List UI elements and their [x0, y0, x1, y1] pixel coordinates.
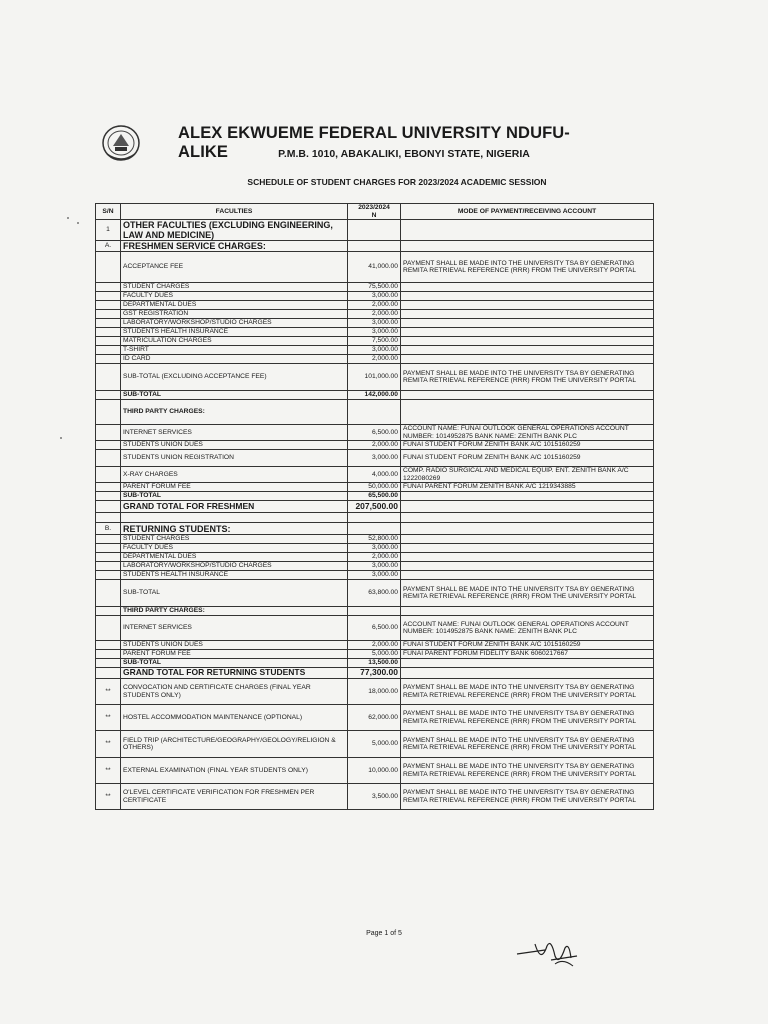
table-row	[96, 758, 654, 784]
item-label-cell: ACCEPTANCE FEE	[121, 252, 348, 283]
sn-cell	[96, 328, 121, 337]
table-row	[96, 501, 654, 513]
table-row	[96, 346, 654, 355]
payment-mode-cell	[401, 535, 654, 544]
payment-mode-cell	[401, 346, 654, 355]
item-label-cell: EXTERNAL EXAMINATION (FINAL YEAR STUDENTS ONLY)	[121, 758, 348, 784]
item-label-cell: GST REGISTRATION	[121, 310, 348, 319]
payment-mode-cell	[401, 355, 654, 364]
table-row	[96, 252, 654, 283]
amount-cell	[348, 607, 401, 616]
sn-cell	[96, 501, 121, 513]
amount-cell: 5,000.00	[348, 650, 401, 659]
payment-mode-cell: ACCOUNT NAME: FUNAI OUTLOOK GENERAL OPERATIONS ACCOUNT NUMBER: 1014952875 BANK NAME: ZENITH BANK PLC	[401, 616, 654, 641]
payment-mode-cell: PAYMENT SHALL BE MADE INTO THE UNIVERSITY TSA BY GENERATING REMITA RETRIEVAL REFERENCE (RRR) FROM THE UNIVERSITY PORTAL	[401, 364, 654, 391]
amount-cell: 3,000.00	[348, 562, 401, 571]
amount-cell: 3,000.00	[348, 319, 401, 328]
table-row	[96, 659, 654, 668]
table-row	[96, 641, 654, 650]
item-label-cell: STUDENT CHARGES	[121, 283, 348, 292]
payment-mode-cell: FUNAI STUDENT FORUM ZENITH BANK A/C 1015160259	[401, 450, 654, 467]
item-label-cell: STUDENT CHARGES	[121, 535, 348, 544]
item-label-cell: SUB-TOTAL	[121, 492, 348, 501]
payment-mode-cell	[401, 501, 654, 513]
item-label-cell: SUB-TOTAL	[121, 391, 348, 400]
amount-cell: 5,000.00	[348, 731, 401, 758]
table-row	[96, 310, 654, 319]
table-row	[96, 650, 654, 659]
payment-mode-cell	[401, 607, 654, 616]
payment-mode-cell: PAYMENT SHALL BE MADE INTO THE UNIVERSITY TSA BY GENERATING REMITA RETRIEVAL REFERENCE (RRR) FROM THE UNIVERSITY PORTAL	[401, 731, 654, 758]
amount-cell: 65,500.00	[348, 492, 401, 501]
item-label-cell: STUDENTS UNION DUES	[121, 441, 348, 450]
sn-cell	[96, 310, 121, 319]
amount-cell: 142,000.00	[348, 391, 401, 400]
amount-cell: 7,500.00	[348, 337, 401, 346]
amount-cell: 3,000.00	[348, 346, 401, 355]
sn-header: S/N	[96, 204, 121, 220]
item-label-cell: FACULTY DUES	[121, 292, 348, 301]
table-body	[96, 220, 654, 810]
amount-cell: 3,000.00	[348, 450, 401, 467]
gap-cell	[96, 513, 121, 523]
payment-mode-cell: FUNAI PARENT FORUM ZENITH BANK A/C 1219343885	[401, 483, 654, 492]
scan-speck	[77, 222, 79, 224]
item-label-cell: ID CARD	[121, 355, 348, 364]
sn-cell	[96, 391, 121, 400]
table-row	[96, 301, 654, 310]
signature-mark	[515, 936, 595, 970]
item-label-cell: STUDENTS UNION REGISTRATION	[121, 450, 348, 467]
table-row	[96, 544, 654, 553]
sn-cell	[96, 400, 121, 425]
table-row	[96, 535, 654, 544]
amount-cell: 6,500.00	[348, 616, 401, 641]
sn-cell	[96, 650, 121, 659]
payment-mode-cell: ACCOUNT NAME: FUNAI OUTLOOK GENERAL OPERATIONS ACCOUNT NUMBER: 1014952875 BANK NAME: ZENITH BANK PLC	[401, 425, 654, 441]
item-label-cell: X-RAY CHARGES	[121, 467, 348, 483]
amount-cell: 63,800.00	[348, 580, 401, 607]
item-label-cell: PARENT FORUM FEE	[121, 650, 348, 659]
payment-mode-cell	[401, 337, 654, 346]
payment-mode-cell: PAYMENT SHALL BE MADE INTO THE UNIVERSITY TSA BY GENERATING REMITA RETRIEVAL REFERENCE (RRR) FROM THE UNIVERSITY PORTAL	[401, 679, 654, 705]
table-row	[96, 364, 654, 391]
amount-cell: 3,500.00	[348, 784, 401, 810]
payment-mode-cell	[401, 391, 654, 400]
amount-cell: 3,000.00	[348, 544, 401, 553]
amount-cell: 2,000.00	[348, 301, 401, 310]
sn-cell: A.	[96, 241, 121, 252]
item-label-cell: RETURNING STUDENTS:	[121, 523, 348, 535]
item-label-cell: GRAND TOTAL FOR FRESHMEN	[121, 501, 348, 513]
table-row	[96, 616, 654, 641]
amount-cell: 2,000.00	[348, 641, 401, 650]
item-label-cell: THIRD PARTY CHARGES:	[121, 607, 348, 616]
item-label-cell: DEPARTMENTAL DUES	[121, 301, 348, 310]
sn-cell	[96, 252, 121, 283]
amount-cell: 3,000.00	[348, 328, 401, 337]
amount-cell: 2,000.00	[348, 355, 401, 364]
payment-mode-cell: COMP. RADIO SURGICAL AND MEDICAL EQUIP. ENT. ZENITH BANK A/C 1222080269	[401, 467, 654, 483]
gap-cell	[401, 513, 654, 523]
sn-cell	[96, 450, 121, 467]
table-row	[96, 450, 654, 467]
table-row	[96, 483, 654, 492]
table-row	[96, 705, 654, 731]
payment-mode-cell	[401, 283, 654, 292]
table-row	[96, 731, 654, 758]
payment-mode-cell	[401, 492, 654, 501]
item-label-cell: LABORATORY/WORKSHOP/STUDIO CHARGES	[121, 562, 348, 571]
payment-mode-cell	[401, 310, 654, 319]
schedule-title: SCHEDULE OF STUDENT CHARGES FOR 2023/2024 ACADEMIC SESSION	[247, 177, 547, 187]
table-row	[96, 553, 654, 562]
table-row	[96, 283, 654, 292]
sn-cell	[96, 544, 121, 553]
sn-cell	[96, 346, 121, 355]
session-header	[348, 204, 401, 220]
payment-mode-cell: PAYMENT SHALL BE MADE INTO THE UNIVERSITY TSA BY GENERATING REMITA RETRIEVAL REFERENCE (RRR) FROM THE UNIVERSITY PORTAL	[401, 252, 654, 283]
payment-mode-cell	[401, 292, 654, 301]
amount-cell: 41,000.00	[348, 252, 401, 283]
item-label-cell: LABORATORY/WORKSHOP/STUDIO CHARGES	[121, 319, 348, 328]
sn-cell	[96, 483, 121, 492]
payment-mode-cell: FUNAI STUDENT FORUM ZENITH BANK A/C 1015160259	[401, 641, 654, 650]
section-gap-row	[96, 513, 654, 523]
amount-cell: 13,500.00	[348, 659, 401, 668]
payment-mode-cell	[401, 301, 654, 310]
sn-cell: **	[96, 784, 121, 810]
item-label-cell: FRESHMEN SERVICE CHARGES:	[121, 241, 348, 252]
sn-cell	[96, 292, 121, 301]
amount-cell: 18,000.00	[348, 679, 401, 705]
table-row	[96, 562, 654, 571]
table-row	[96, 355, 654, 364]
charges-table	[95, 203, 654, 810]
sn-cell	[96, 319, 121, 328]
sn-cell: **	[96, 705, 121, 731]
sn-cell	[96, 607, 121, 616]
item-label-cell: HOSTEL ACCOMMODATION MAINTENANCE (OPTIONAL)	[121, 705, 348, 731]
amount-cell: 75,500.00	[348, 283, 401, 292]
sn-cell	[96, 355, 121, 364]
payment-mode-cell	[401, 553, 654, 562]
payment-mode-cell	[401, 562, 654, 571]
university-name: ALEX EKWUEME FEDERAL UNIVERSITY NDUFU-ALIKE	[178, 124, 570, 161]
sn-cell: **	[96, 731, 121, 758]
payment-mode-cell: PAYMENT SHALL BE MADE INTO THE UNIVERSITY TSA BY GENERATING REMITA RETRIEVAL REFERENCE (RRR) FROM THE UNIVERSITY PORTAL	[401, 784, 654, 810]
amount-cell: 3,000.00	[348, 292, 401, 301]
sn-cell	[96, 562, 121, 571]
payment-mode-cell	[401, 241, 654, 252]
amount-cell: 101,000.00	[348, 364, 401, 391]
table-row	[96, 668, 654, 679]
scan-speck	[60, 437, 62, 439]
item-label-cell: STUDENTS HEALTH INSURANCE	[121, 328, 348, 337]
sn-cell: B.	[96, 523, 121, 535]
item-label-cell: T-SHIRT	[121, 346, 348, 355]
university-address: P.M.B. 1010, ABAKALIKI, EBONYI STATE, NIGERIA	[278, 148, 530, 160]
table-row	[96, 467, 654, 483]
sn-cell	[96, 641, 121, 650]
table-row	[96, 523, 654, 535]
item-label-cell: FACULTY DUES	[121, 544, 348, 553]
table-row	[96, 400, 654, 425]
payment-mode-cell: PAYMENT SHALL BE MADE INTO THE UNIVERSITY TSA BY GENERATING REMITA RETRIEVAL REFERENCE (RRR) FROM THE UNIVERSITY PORTAL	[401, 580, 654, 607]
table-row	[96, 337, 654, 346]
sn-cell	[96, 553, 121, 562]
amount-cell: 77,300.00	[348, 668, 401, 679]
payment-mode-cell: FUNAI STUDENT FORUM ZENITH BANK A/C 1015160259	[401, 441, 654, 450]
sn-cell	[96, 337, 121, 346]
payment-mode-cell: FUNAI PARENT FORUM FIDELITY BANK 6060217667	[401, 650, 654, 659]
gap-cell	[121, 513, 348, 523]
table-row	[96, 571, 654, 580]
table-row	[96, 425, 654, 441]
table-row	[96, 292, 654, 301]
amount-cell: 207,500.00	[348, 501, 401, 513]
amount-cell: 2,000.00	[348, 441, 401, 450]
sn-cell: **	[96, 758, 121, 784]
item-label-cell: SUB-TOTAL (EXCLUDING ACCEPTANCE FEE)	[121, 364, 348, 391]
sn-cell: **	[96, 679, 121, 705]
gap-cell	[348, 513, 401, 523]
session-label: 2023/2024	[358, 204, 390, 211]
sn-cell	[96, 441, 121, 450]
amount-cell: 2,000.00	[348, 553, 401, 562]
item-label-cell: SUB-TOTAL	[121, 659, 348, 668]
table-row	[96, 391, 654, 400]
item-label-cell: SUB-TOTAL	[121, 580, 348, 607]
item-label-cell: MATRICULATION CHARGES	[121, 337, 348, 346]
item-label-cell: OTHER FACULTIES (EXCLUDING ENGINEERING, LAW AND MEDICINE)	[121, 220, 348, 241]
item-label-cell: DEPARTMENTAL DUES	[121, 553, 348, 562]
sn-cell	[96, 571, 121, 580]
amount-cell	[348, 241, 401, 252]
payment-mode-cell	[401, 659, 654, 668]
item-label-cell: GRAND TOTAL FOR RETURNING STUDENTS	[121, 668, 348, 679]
amount-cell	[348, 523, 401, 535]
sn-cell	[96, 283, 121, 292]
sn-cell	[96, 492, 121, 501]
mode-header: MODE OF PAYMENT/RECEIVING ACCOUNT	[401, 204, 654, 220]
item-label-cell: STUDENTS UNION DUES	[121, 641, 348, 650]
amount-cell: 50,000.00	[348, 483, 401, 492]
payment-mode-cell	[401, 220, 654, 241]
scan-speck	[67, 217, 69, 219]
table-row	[96, 328, 654, 337]
sn-cell	[96, 616, 121, 641]
item-label-cell: THIRD PARTY CHARGES:	[121, 400, 348, 425]
table-row	[96, 580, 654, 607]
amount-cell: 3,000.00	[348, 571, 401, 580]
table-row	[96, 492, 654, 501]
payment-mode-cell	[401, 319, 654, 328]
amount-cell: 4,000.00	[348, 467, 401, 483]
payment-mode-cell: PAYMENT SHALL BE MADE INTO THE UNIVERSITY TSA BY GENERATING REMITA RETRIEVAL REFERENCE (RRR) FROM THE UNIVERSITY PORTAL	[401, 758, 654, 784]
amount-cell: 6,500.00	[348, 425, 401, 441]
item-label-cell: STUDENTS HEALTH INSURANCE	[121, 571, 348, 580]
sn-cell	[96, 659, 121, 668]
sn-cell	[96, 364, 121, 391]
amount-cell: 62,000.00	[348, 705, 401, 731]
amount-cell: 2,000.00	[348, 310, 401, 319]
sn-cell	[96, 425, 121, 441]
payment-mode-cell	[401, 571, 654, 580]
amount-cell	[348, 220, 401, 241]
table-row	[96, 679, 654, 705]
payment-mode-cell	[401, 328, 654, 337]
sn-cell	[96, 535, 121, 544]
table-row	[96, 784, 654, 810]
item-label-cell: INTERNET SERVICES	[121, 616, 348, 641]
item-label-cell: FIELD TRIP (ARCHITECTURE/GEOGRAPHY/GEOLOGY/RELIGION & OTHERS)	[121, 731, 348, 758]
item-label-cell: PARENT FORUM FEE	[121, 483, 348, 492]
item-label-cell: O'LEVEL CERTIFICATE VERIFICATION FOR FRESHMEN PER CERTIFICATE	[121, 784, 348, 810]
table-row	[96, 607, 654, 616]
page-number: Page 1 of 5	[366, 930, 402, 937]
table-header-row	[96, 204, 654, 220]
payment-mode-cell	[401, 523, 654, 535]
sn-cell	[96, 580, 121, 607]
amount-cell	[348, 400, 401, 425]
payment-mode-cell	[401, 668, 654, 679]
amount-cell: 10,000.00	[348, 758, 401, 784]
sn-cell	[96, 301, 121, 310]
sn-cell: 1	[96, 220, 121, 241]
faculties-header: FACULTIES	[121, 204, 348, 220]
item-label-cell: CONVOCATION AND CERTIFICATE CHARGES (FINAL YEAR STUDENTS ONLY)	[121, 679, 348, 705]
table-row	[96, 241, 654, 252]
table-row	[96, 220, 654, 241]
amount-cell: 52,800.00	[348, 535, 401, 544]
payment-mode-cell	[401, 400, 654, 425]
table-row	[96, 441, 654, 450]
table-row	[96, 319, 654, 328]
payment-mode-cell: PAYMENT SHALL BE MADE INTO THE UNIVERSITY TSA BY GENERATING REMITA RETRIEVAL REFERENCE (RRR) FROM THE UNIVERSITY PORTAL	[401, 705, 654, 731]
sn-cell	[96, 668, 121, 679]
item-label-cell: INTERNET SERVICES	[121, 425, 348, 441]
payment-mode-cell	[401, 544, 654, 553]
currency-label: N	[371, 211, 377, 219]
sn-cell	[96, 467, 121, 483]
